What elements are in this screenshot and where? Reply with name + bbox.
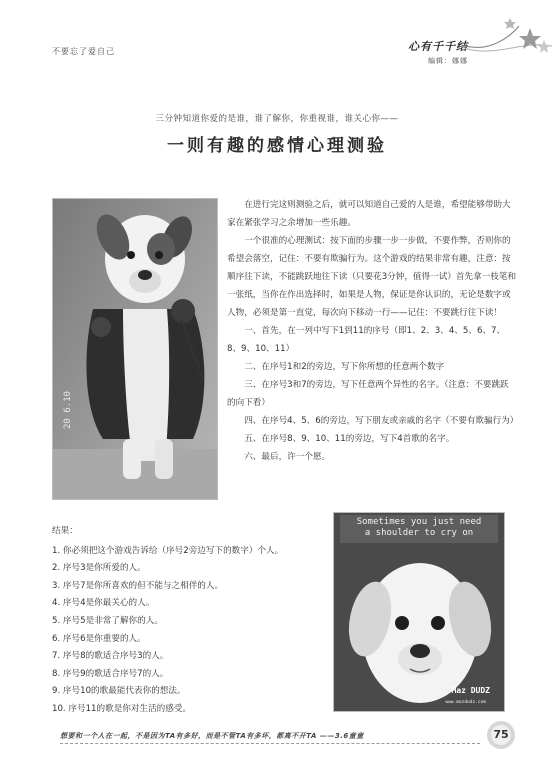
paragraph: 一个很准的心理测试：按下面的步骤一步一步做，不要作弊，否则你的希望会落空，记住：不要有欺骗行为。这个游戏的结果非常有趣，注意：按顺序往下读，不能跳跃地往下读（只要花3分钟，值得一试）首先拿一枝笔和一张纸，当你在作出选择时，如果是人物，保证是你认识的，无论是数字或人物，必须是第一直觉，每次向下移动一行——记住：不要跳行往下读！ xyxy=(227,236,517,318)
list-item: 8. 序号9的歌适合序号7的人。 xyxy=(52,668,169,679)
list-item: 6. 序号6是你重要的人。 xyxy=(52,633,146,644)
puppy-photo-2 xyxy=(333,512,505,712)
sad-puppy-image xyxy=(334,513,504,711)
watermark-brand: Maz DUDZ xyxy=(451,686,490,695)
paragraph: 六、最后，许一个愿。 xyxy=(244,452,331,462)
list-item: 1. 你必须把这个游戏告诉给（序号2旁边写下的数字）个人。 xyxy=(52,545,284,556)
quote-text: 想要和一个人在一起，不是因为TA有多好，而是不管TA有多坏，都离不开TA xyxy=(60,732,317,740)
column-title: 心有千千结 xyxy=(408,40,468,53)
list-item: 5. 序号5是非常了解你的人。 xyxy=(52,615,163,626)
list-item: 9. 序号10的歌最能代表你的想法。 xyxy=(52,686,186,697)
results-list xyxy=(52,523,322,719)
list-item: 7. 序号8的歌适合序号3的人。 xyxy=(52,651,169,662)
caption-line: a shoulder to cry on xyxy=(364,528,474,538)
footer-divider xyxy=(60,743,480,744)
results-heading: 结果： xyxy=(52,526,78,536)
page-header-right xyxy=(408,38,468,66)
page-header-left: 不要忘了爱自己 xyxy=(52,47,115,56)
stars-swirl-decoration-icon xyxy=(464,0,554,80)
paragraph: 二、在序号1和2的旁边，写下你所想的任意两个数字 xyxy=(244,362,445,372)
editor-credit: 编辑：娜娜 xyxy=(428,57,468,65)
paragraph: 一、首先，在一列中写下1到11的序号（即1、2、3、4、5、6、7、8、9、10、11） xyxy=(227,326,506,354)
list-item: 2. 序号3是你所爱的人。 xyxy=(52,563,146,574)
page-number: 75 xyxy=(493,728,509,741)
list-item: 4. 序号4是你最关心的人。 xyxy=(52,598,155,609)
paragraph: 三、在序号3和7的旁边，写下任意两个异性的名字。（注意：不要跳跃的向下看） xyxy=(227,380,509,408)
quote-source: ——3.6童童 xyxy=(319,732,364,740)
list-item: 3. 序号7是你所喜欢的但不能与之相伴的人。 xyxy=(52,580,224,591)
page-number-badge xyxy=(484,718,518,752)
puppy-photo-1 xyxy=(52,198,218,500)
photo-caption xyxy=(334,517,504,539)
article-body xyxy=(227,196,517,466)
puppy-with-roses-image xyxy=(53,199,217,499)
photo-date-stamp: 20 6.10 xyxy=(63,391,73,429)
watermark-url: www.mazdudz.com xyxy=(445,700,486,705)
list-item: 10. 序号11的歌是你对生活的感受。 xyxy=(52,703,192,714)
paragraph: 在进行完这则测验之后，就可以知道自己爱的人是谁，希望能够带助大家在紧张学习之余增加一些乐趣。 xyxy=(227,200,511,228)
caption-line: Sometimes you just need xyxy=(356,517,482,527)
paragraph: 五、在序号8、9、10、11的旁边，写下4首歌的名字。 xyxy=(244,434,455,444)
article-title: 一则有趣的感情心理测验 xyxy=(167,136,387,156)
footer-quote xyxy=(60,731,480,741)
article-subtitle: 三分钟知道你爱的是谁，谁了解你，你重视谁，谁关心你—— xyxy=(155,114,399,124)
paragraph: 四、在序号4、5、6的旁边，写下朋友或亲戚的名字（不要有欺骗行为） xyxy=(244,416,519,426)
